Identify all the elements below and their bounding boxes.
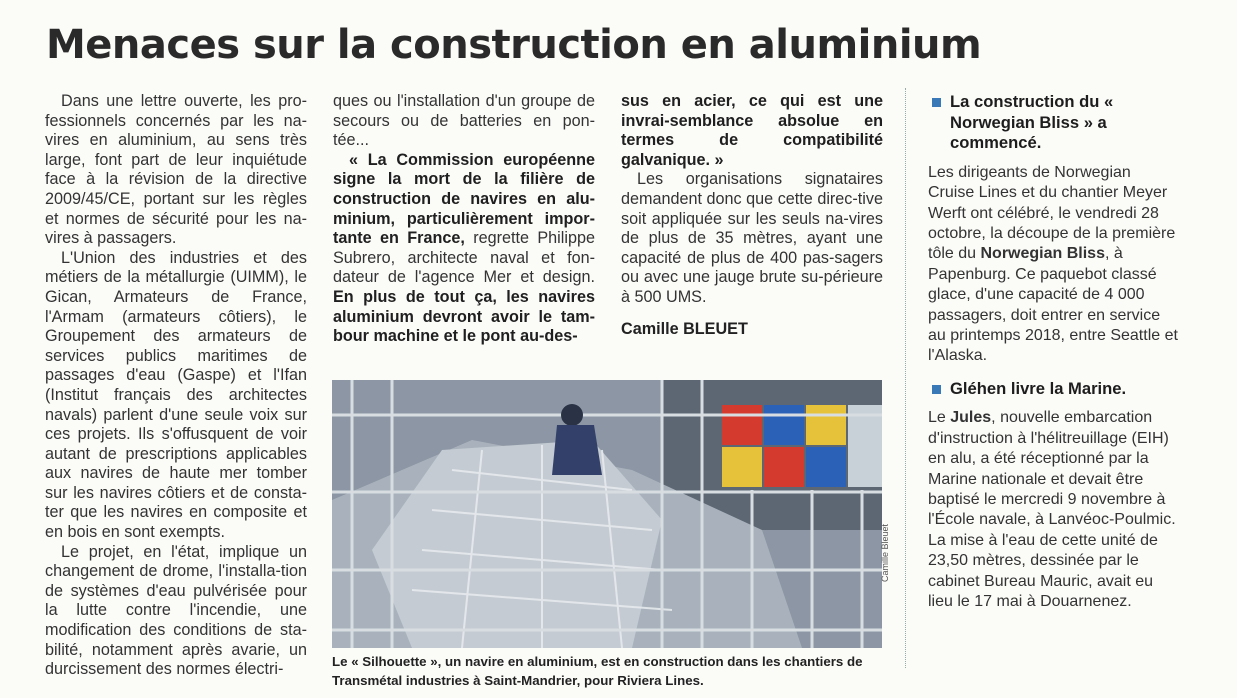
construction-photo-illustration xyxy=(332,380,882,648)
author-signature: Camille BLEUET xyxy=(621,319,748,338)
brief-title-text: Gléhen livre la Marine. xyxy=(950,378,1127,398)
article-headline: Menaces sur la construction en aluminium xyxy=(46,22,982,68)
quote-bold-end: sus en acier, ce qui est une invrai-semblance absolue en termes de compatibilité galvanique. » xyxy=(621,92,883,169)
article-paragraph: Les organisations signataires demandent donc que cette direc-tive soit appliquée sur les seuls na-vires de plus de 35 mètres, ayant une capacité de plus de 400 pas-sagers ou avec une jauge brute su-périeure à 500 UMS. xyxy=(621,170,883,306)
square-bullet-icon xyxy=(932,98,941,107)
article-paragraph: Le projet, en l'état, implique un changement de drome, l'installa-tion de systèmes d'eau pulvérisée pour la lutte contre l'incendie, une modification des conditions de sta-bilité, notamment après avarie, un durcissement des normes électri- xyxy=(45,542,307,679)
article-column-2 xyxy=(333,92,595,347)
brief-text: , nouvelle embarcation d'instruction à l'hélitreuillage (EIH) en alu, a été réceptionné par la Marine nationale et devait être baptisé le mercredi 9 novembre à l'École navale, à Lanvéoc-Poulmic. La mise à l'eau de cette unité de 23,50 mètres, dessinée par le cabinet Bureau Mauric, avait eu lieu le 17 mai à Douarnenez. xyxy=(928,409,1176,611)
article-paragraph: Dans une lettre ouverte, les pro-fessionnels concernés par les na-vires en aluminium, au sens très large, font part de leur inquiétude face à la révision de la directive 2009/45/CE, portant sur les règles et normes de sécurité pour les na-vires à passagers. xyxy=(45,92,307,248)
brief-title xyxy=(928,92,1178,154)
square-bullet-icon xyxy=(932,385,941,394)
news-briefs-sidebar xyxy=(928,92,1178,625)
brief-text: , à Papenburg. Ce paquebot classé glace, d'une capacité de 4 000 passagers, doit entrer en service au printemps 2018, entre Seattle et l'Alaska. xyxy=(928,245,1178,365)
brief-body xyxy=(928,408,1178,612)
brief-title-text: La construction du « Norwegian Bliss » a commencé. xyxy=(950,92,1114,153)
article-photo xyxy=(332,380,882,648)
article-column-1 xyxy=(45,92,307,680)
article-paragraph: ques ou l'installation d'un groupe de secours ou de batteries en pon-tée... xyxy=(333,92,595,150)
photo-credit: Camille Bleuet xyxy=(880,523,890,582)
brief-title xyxy=(928,379,1178,400)
quote-attribution: regrette Philippe Subrero, architecte naval et fon-dateur de l'agence Mer et design. xyxy=(333,229,595,287)
brief-text: Les dirigeants de Norwegian Cruise Lines et du chantier Meyer Werft ont célébré, le vendredi 28 octobre, la découpe de la première tôle du xyxy=(928,163,1176,263)
brief-ship-name: Norwegian Bliss xyxy=(980,245,1105,263)
brief-text: Le xyxy=(928,409,951,427)
article-column-3 xyxy=(621,92,883,339)
quote-bold-continued: En plus de tout ça, les navires aluminium devront avoir le tam-bour machine et le pont au-des- xyxy=(333,287,595,346)
photo-caption: Le « Silhouette », un navire en aluminium, est en construction dans les chantiers de Transmétal industries à Saint-Mandrier, pour Riviera Lines. xyxy=(332,654,863,688)
article-paragraph: L'Union des industries et des métiers de la métallurgie (UIMM), le Gican, Armateurs de France, l'Armam (armateurs côtiers), le Groupement des armateurs de services publics maritimes de passages d'eau (Gaspe) et l'Ifan (Institut français des architectes navals) parlent d'une seule voix sur ces projets. Ils s'offusquent de voir autant de prescriptions applicables aux navires de haute mer tomber sur les navires côtiers et de consta-ter que les navires en composite et en bois en sont exempts. xyxy=(45,248,307,542)
quote-bold: « La Commission européenne signe la mort de la filière de construction de navires en alu-minium, particulièrement impor-tante en France, xyxy=(333,150,595,248)
sidebar-divider xyxy=(905,88,906,668)
brief-body xyxy=(928,163,1178,367)
brief-ship-name: Jules xyxy=(950,409,992,427)
quote-paragraph-end xyxy=(621,92,883,170)
quote-paragraph xyxy=(333,151,595,347)
